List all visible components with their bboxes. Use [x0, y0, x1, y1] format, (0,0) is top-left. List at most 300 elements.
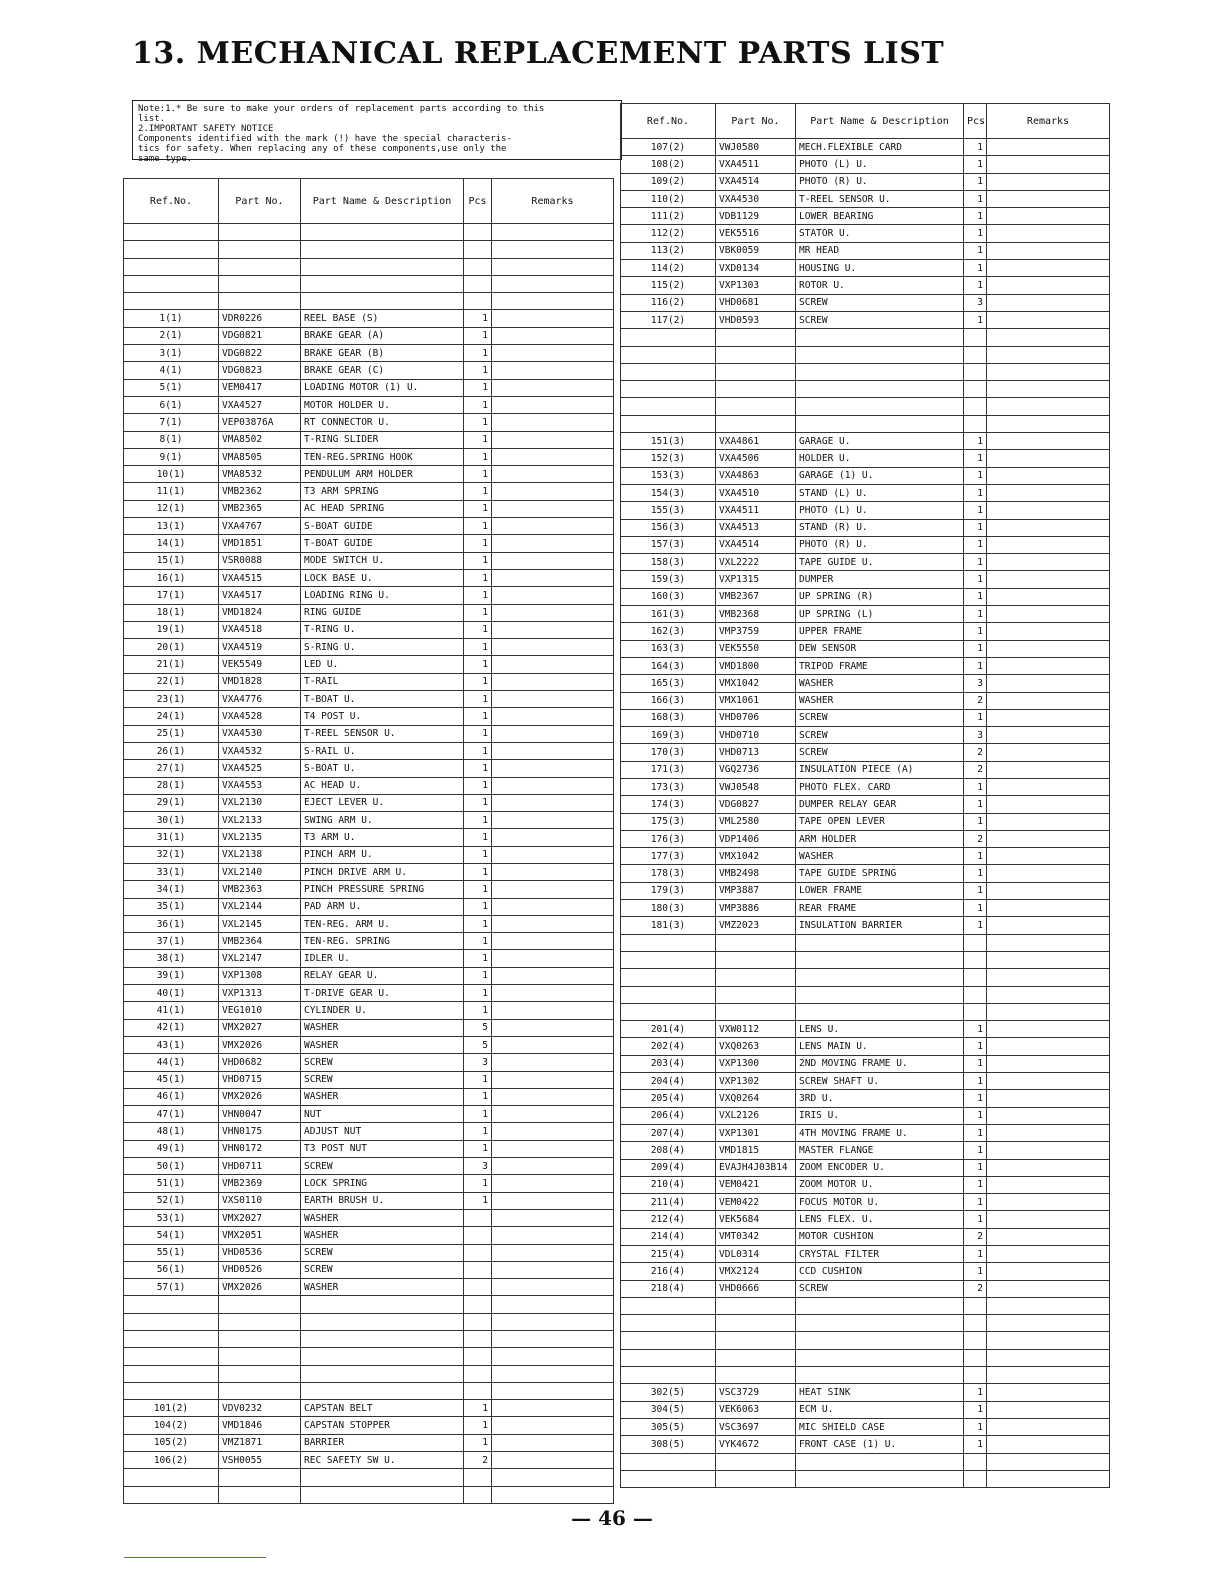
cell-description: STATOR U.	[796, 225, 964, 242]
cell-ref-no: 24(1)	[124, 708, 219, 725]
cell-part-no: VMD1824	[219, 604, 301, 621]
cell-part-no: VXA4513	[716, 519, 796, 536]
cell-description	[301, 1365, 464, 1382]
cell-description: T-REEL SENSOR U.	[796, 190, 964, 207]
cell-remarks	[987, 156, 1110, 173]
cell-description: T4 POST U.	[301, 708, 464, 725]
cell-ref-no: 21(1)	[124, 656, 219, 673]
cell-remarks	[987, 969, 1110, 986]
cell-description: SCREW	[301, 1261, 464, 1278]
cell-part-no: VXA4553	[219, 777, 301, 794]
cell-description: WASHER	[301, 1036, 464, 1053]
cell-description: PHOTO (R) U.	[796, 173, 964, 190]
cell-ref-no: 205(4)	[621, 1090, 716, 1107]
cell-ref-no: 174(3)	[621, 796, 716, 813]
cell-pcs: 1	[964, 865, 987, 882]
cell-part-no: VMX1042	[716, 848, 796, 865]
cell-description: SWING ARM U.	[301, 812, 464, 829]
cell-part-no: VSC3729	[716, 1384, 796, 1401]
cell-ref-no: 304(5)	[621, 1401, 716, 1418]
cell-remarks	[987, 727, 1110, 744]
cell-remarks	[987, 415, 1110, 432]
cell-description: T3 ARM SPRING	[301, 483, 464, 500]
cell-description: UPPER FRAME	[796, 623, 964, 640]
cell-description: LOCK SPRING	[301, 1175, 464, 1192]
cell-description: ARM HOLDER	[796, 830, 964, 847]
cell-remarks	[492, 673, 614, 690]
cell-pcs	[464, 1209, 492, 1226]
cell-description: LENS FLEX. U.	[796, 1211, 964, 1228]
cell-part-no: VMX2051	[219, 1227, 301, 1244]
cell-description: T-RING U.	[301, 621, 464, 638]
cell-ref-no	[621, 329, 716, 346]
note-line: Components identified with the mark (!) have the special characteris-	[138, 134, 512, 144]
table-row	[124, 1452, 614, 1469]
cell-part-no: VXA4527	[219, 396, 301, 413]
cell-pcs	[964, 381, 987, 398]
cell-ref-no: 27(1)	[124, 760, 219, 777]
cell-part-no: VHN0047	[219, 1106, 301, 1123]
cell-remarks	[492, 985, 614, 1002]
cell-pcs	[964, 1315, 987, 1332]
table-row	[124, 742, 614, 759]
cell-part-no	[716, 1349, 796, 1366]
cell-ref-no: 108(2)	[621, 156, 716, 173]
cell-description: S-RING U.	[301, 639, 464, 656]
cell-pcs: 1	[964, 709, 987, 726]
cell-pcs: 1	[964, 882, 987, 899]
header-ref: Ref.No.	[124, 179, 219, 224]
cell-remarks	[492, 1019, 614, 1036]
table-row	[124, 1192, 614, 1209]
cell-description: LENS MAIN U.	[796, 1038, 964, 1055]
table-row	[124, 258, 614, 275]
cell-remarks	[492, 483, 614, 500]
cell-pcs: 1	[464, 1071, 492, 1088]
cell-pcs: 1	[964, 450, 987, 467]
cell-description: ZOOM ENCODER U.	[796, 1159, 964, 1176]
cell-remarks	[987, 1246, 1110, 1263]
cell-remarks	[987, 744, 1110, 761]
table-row	[621, 1055, 1110, 1072]
cell-pcs: 1	[964, 571, 987, 588]
cell-part-no: VXW0112	[716, 1021, 796, 1038]
cell-description: T3 ARM U.	[301, 829, 464, 846]
cell-part-no: VMD1828	[219, 673, 301, 690]
cell-description: CAPSTAN STOPPER	[301, 1417, 464, 1434]
cell-part-no: VMD1851	[219, 535, 301, 552]
table-row	[124, 310, 614, 327]
table-row	[621, 588, 1110, 605]
cell-description: RT CONNECTOR U.	[301, 414, 464, 431]
table-row	[124, 518, 614, 535]
cell-part-no: VEK5684	[716, 1211, 796, 1228]
cell-remarks	[987, 1021, 1110, 1038]
cell-ref-no: 165(3)	[621, 675, 716, 692]
cell-part-no	[716, 1453, 796, 1470]
note-line: same type.	[138, 154, 193, 164]
cell-remarks	[987, 311, 1110, 328]
cell-part-no: VBK0059	[716, 242, 796, 259]
cell-ref-no: 18(1)	[124, 604, 219, 621]
cell-part-no: VXL2222	[716, 554, 796, 571]
table-row	[621, 519, 1110, 536]
cell-remarks	[492, 898, 614, 915]
cell-part-no	[716, 1315, 796, 1332]
cell-ref-no	[621, 1367, 716, 1384]
cell-ref-no: 171(3)	[621, 761, 716, 778]
cell-remarks	[492, 1158, 614, 1175]
cell-remarks	[987, 813, 1110, 830]
cell-pcs: 1	[464, 414, 492, 431]
cell-ref-no: 157(3)	[621, 536, 716, 553]
right-parts-table	[620, 103, 1110, 1488]
cell-pcs: 1	[464, 310, 492, 327]
cell-pcs: 2	[964, 744, 987, 761]
cell-description: PINCH ARM U.	[301, 846, 464, 863]
cell-part-no: VXL2133	[219, 812, 301, 829]
cell-part-no	[716, 986, 796, 1003]
cell-pcs: 1	[464, 448, 492, 465]
cell-description: INSULATION PIECE (A)	[796, 761, 964, 778]
cell-description: RING GUIDE	[301, 604, 464, 621]
table-row	[124, 915, 614, 932]
table-row	[124, 794, 614, 811]
footnote-divider	[124, 1557, 266, 1558]
cell-remarks	[987, 1124, 1110, 1141]
cell-pcs	[464, 1279, 492, 1296]
table-row	[124, 448, 614, 465]
cell-part-no	[716, 1003, 796, 1020]
cell-pcs	[464, 1313, 492, 1330]
table-row	[124, 224, 614, 241]
cell-pcs: 1	[964, 190, 987, 207]
table-row	[124, 1313, 614, 1330]
cell-pcs: 1	[964, 606, 987, 623]
cell-remarks	[987, 1332, 1110, 1349]
cell-part-no: VEM0417	[219, 379, 301, 396]
cell-remarks	[987, 1073, 1110, 1090]
cell-part-no	[219, 241, 301, 258]
cell-part-no	[219, 224, 301, 241]
cell-pcs	[464, 1348, 492, 1365]
cell-pcs: 2	[964, 761, 987, 778]
cell-description: 2ND MOVING FRAME U.	[796, 1055, 964, 1072]
cell-ref-no: 43(1)	[124, 1036, 219, 1053]
cell-ref-no: 104(2)	[124, 1417, 219, 1434]
cell-description: WASHER	[796, 675, 964, 692]
cell-pcs: 1	[964, 900, 987, 917]
cell-ref-no: 101(2)	[124, 1400, 219, 1417]
cell-description: NUT	[301, 1106, 464, 1123]
table-row	[124, 1175, 614, 1192]
cell-description: PAD ARM U.	[301, 898, 464, 915]
cell-pcs: 1	[964, 1159, 987, 1176]
cell-ref-no	[124, 1486, 219, 1503]
cell-ref-no: 22(1)	[124, 673, 219, 690]
cell-ref-no: 173(3)	[621, 778, 716, 795]
table-row	[124, 1158, 614, 1175]
cell-description: MR HEAD	[796, 242, 964, 259]
cell-pcs	[464, 1261, 492, 1278]
cell-description	[301, 1469, 464, 1486]
cell-pcs: 1	[964, 260, 987, 277]
cell-ref-no: 152(3)	[621, 450, 716, 467]
cell-pcs	[464, 1296, 492, 1313]
cell-ref-no: 160(3)	[621, 588, 716, 605]
table-row	[621, 986, 1110, 1003]
table-row	[621, 1211, 1110, 1228]
cell-remarks	[492, 639, 614, 656]
cell-pcs: 1	[964, 640, 987, 657]
table-row	[621, 1159, 1110, 1176]
table-row	[124, 275, 614, 292]
table-row	[124, 587, 614, 604]
cell-remarks	[492, 1209, 614, 1226]
cell-description: PHOTO (L) U.	[796, 156, 964, 173]
table-row	[621, 692, 1110, 709]
cell-pcs	[964, 969, 987, 986]
table-header-row	[124, 179, 614, 224]
cell-remarks	[987, 363, 1110, 380]
table-row	[621, 1418, 1110, 1435]
cell-ref-no: 3(1)	[124, 345, 219, 362]
cell-part-no: VDG0823	[219, 362, 301, 379]
cell-ref-no: 156(3)	[621, 519, 716, 536]
cell-ref-no	[124, 1331, 219, 1348]
cell-description: CYLINDER U.	[301, 1002, 464, 1019]
table-row	[621, 606, 1110, 623]
cell-pcs: 1	[464, 933, 492, 950]
cell-description: T-BOAT U.	[301, 691, 464, 708]
table-row	[621, 1367, 1110, 1384]
cell-description	[301, 1486, 464, 1503]
cell-ref-no	[621, 381, 716, 398]
cell-pcs: 1	[464, 967, 492, 984]
cell-ref-no: 9(1)	[124, 448, 219, 465]
cell-pcs: 1	[464, 1140, 492, 1157]
table-row	[124, 362, 614, 379]
cell-ref-no	[124, 293, 219, 310]
table-row	[621, 882, 1110, 899]
cell-pcs: 1	[464, 569, 492, 586]
cell-ref-no	[621, 951, 716, 968]
cell-remarks	[492, 1365, 614, 1382]
cell-part-no	[716, 381, 796, 398]
cell-part-no	[716, 363, 796, 380]
table-row	[621, 139, 1110, 156]
table-row	[124, 345, 614, 362]
cell-description: WASHER	[301, 1019, 464, 1036]
cell-ref-no: 57(1)	[124, 1279, 219, 1296]
table-row	[621, 1280, 1110, 1297]
cell-part-no: VMD1846	[219, 1417, 301, 1434]
cell-part-no: VWJ0580	[716, 139, 796, 156]
cell-description: TRIPOD FRAME	[796, 657, 964, 674]
cell-remarks	[987, 1228, 1110, 1245]
table-row	[621, 1073, 1110, 1090]
table-row	[124, 1244, 614, 1261]
cell-description: BARRIER	[301, 1434, 464, 1451]
cell-description: TAPE OPEN LEVER	[796, 813, 964, 830]
cell-pcs: 3	[464, 1158, 492, 1175]
cell-ref-no	[621, 415, 716, 432]
cell-pcs: 1	[964, 1194, 987, 1211]
cell-pcs	[964, 415, 987, 432]
table-row	[621, 242, 1110, 259]
cell-remarks	[987, 900, 1110, 917]
table-row	[124, 812, 614, 829]
table-row	[124, 1140, 614, 1157]
cell-description: T-RING SLIDER	[301, 431, 464, 448]
cell-pcs: 1	[464, 1400, 492, 1417]
cell-description: BRAKE GEAR (A)	[301, 327, 464, 344]
cell-description: STAND (R) U.	[796, 519, 964, 536]
cell-remarks	[492, 1469, 614, 1486]
cell-description: MODE SWITCH U.	[301, 552, 464, 569]
cell-remarks	[492, 1071, 614, 1088]
cell-pcs: 1	[464, 829, 492, 846]
cell-pcs: 1	[464, 1002, 492, 1019]
cell-remarks	[987, 294, 1110, 311]
table-row	[621, 744, 1110, 761]
cell-pcs: 2	[964, 692, 987, 709]
cell-part-no: VMA8532	[219, 466, 301, 483]
cell-ref-no: 29(1)	[124, 794, 219, 811]
cell-remarks	[492, 310, 614, 327]
table-row	[621, 657, 1110, 674]
note-line: list.	[138, 114, 166, 124]
cell-remarks	[987, 917, 1110, 934]
cell-remarks	[492, 1261, 614, 1278]
table-row	[621, 778, 1110, 795]
cell-part-no: VEM0421	[716, 1176, 796, 1193]
cell-ref-no: 25(1)	[124, 725, 219, 742]
cell-part-no	[219, 1486, 301, 1503]
cell-description: ECM U.	[796, 1401, 964, 1418]
cell-pcs: 1	[964, 208, 987, 225]
cell-pcs: 1	[964, 433, 987, 450]
cell-ref-no: 153(3)	[621, 467, 716, 484]
cell-part-no: VHD0715	[219, 1071, 301, 1088]
cell-description: EARTH BRUSH U.	[301, 1192, 464, 1209]
cell-remarks	[492, 1227, 614, 1244]
table-row	[621, 173, 1110, 190]
cell-part-no: VHD0666	[716, 1280, 796, 1297]
cell-pcs: 3	[964, 294, 987, 311]
cell-ref-no: 38(1)	[124, 950, 219, 967]
table-row	[621, 467, 1110, 484]
cell-pcs: 1	[464, 345, 492, 362]
cell-remarks	[987, 606, 1110, 623]
cell-part-no: VEK5549	[219, 656, 301, 673]
cell-part-no: VXA4518	[219, 621, 301, 638]
cell-description: ZOOM MOTOR U.	[796, 1176, 964, 1193]
cell-part-no: VMX1042	[716, 675, 796, 692]
cell-remarks	[987, 1176, 1110, 1193]
table-row	[621, 709, 1110, 726]
cell-remarks	[492, 1313, 614, 1330]
table-row	[124, 569, 614, 586]
cell-remarks	[987, 467, 1110, 484]
cell-pcs: 1	[964, 1436, 987, 1453]
cell-ref-no: 7(1)	[124, 414, 219, 431]
cell-ref-no: 206(4)	[621, 1107, 716, 1124]
cell-remarks	[987, 761, 1110, 778]
cell-description: PINCH PRESSURE SPRING	[301, 881, 464, 898]
cell-pcs: 1	[964, 1107, 987, 1124]
cell-description: UP SPRING (L)	[796, 606, 964, 623]
cell-ref-no: 214(4)	[621, 1228, 716, 1245]
cell-part-no: VMX2027	[219, 1209, 301, 1226]
cell-pcs: 1	[464, 760, 492, 777]
cell-remarks	[987, 675, 1110, 692]
cell-pcs: 5	[464, 1036, 492, 1053]
cell-ref-no: 169(3)	[621, 727, 716, 744]
cell-description: SCREW	[796, 709, 964, 726]
cell-remarks	[987, 554, 1110, 571]
table-row	[124, 898, 614, 915]
table-row	[621, 311, 1110, 328]
cell-remarks	[492, 362, 614, 379]
cell-description: CCD CUSHION	[796, 1263, 964, 1280]
cell-ref-no: 163(3)	[621, 640, 716, 657]
cell-ref-no: 35(1)	[124, 898, 219, 915]
table-row	[124, 1054, 614, 1071]
table-row	[621, 294, 1110, 311]
cell-part-no: VMX2026	[219, 1279, 301, 1296]
cell-part-no	[716, 346, 796, 363]
table-row	[124, 327, 614, 344]
cell-part-no: VXS0110	[219, 1192, 301, 1209]
cell-remarks	[492, 1417, 614, 1434]
cell-pcs	[464, 258, 492, 275]
cell-remarks	[492, 431, 614, 448]
cell-part-no: VXA4532	[219, 742, 301, 759]
cell-pcs: 1	[964, 519, 987, 536]
cell-pcs: 1	[964, 277, 987, 294]
cell-description: DUMPER RELAY GEAR	[796, 796, 964, 813]
cell-ref-no: 36(1)	[124, 915, 219, 932]
cell-ref-no: 212(4)	[621, 1211, 716, 1228]
cell-part-no: VEM0422	[716, 1194, 796, 1211]
cell-part-no: VXP1315	[716, 571, 796, 588]
cell-remarks	[492, 742, 614, 759]
cell-remarks	[492, 1244, 614, 1261]
cell-part-no: VDG0827	[716, 796, 796, 813]
cell-ref-no: 53(1)	[124, 1209, 219, 1226]
cell-part-no	[716, 1367, 796, 1384]
cell-remarks	[987, 519, 1110, 536]
cell-part-no: VXA4767	[219, 518, 301, 535]
cell-part-no: VMA8505	[219, 448, 301, 465]
table-row	[621, 1332, 1110, 1349]
cell-description	[796, 381, 964, 398]
cell-pcs: 1	[964, 311, 987, 328]
table-row	[621, 1142, 1110, 1159]
cell-description	[796, 1003, 964, 1020]
cell-description: PHOTO FLEX. CARD	[796, 778, 964, 795]
cell-part-no: VXL2144	[219, 898, 301, 915]
table-row	[124, 604, 614, 621]
note-line: Note:1.* Be sure to make your orders of replacement parts according to this	[138, 104, 545, 114]
cell-part-no	[219, 1348, 301, 1365]
cell-ref-no: 180(3)	[621, 900, 716, 917]
cell-ref-no: 207(4)	[621, 1124, 716, 1141]
cell-ref-no: 42(1)	[124, 1019, 219, 1036]
table-row	[124, 1279, 614, 1296]
cell-pcs: 1	[964, 1073, 987, 1090]
